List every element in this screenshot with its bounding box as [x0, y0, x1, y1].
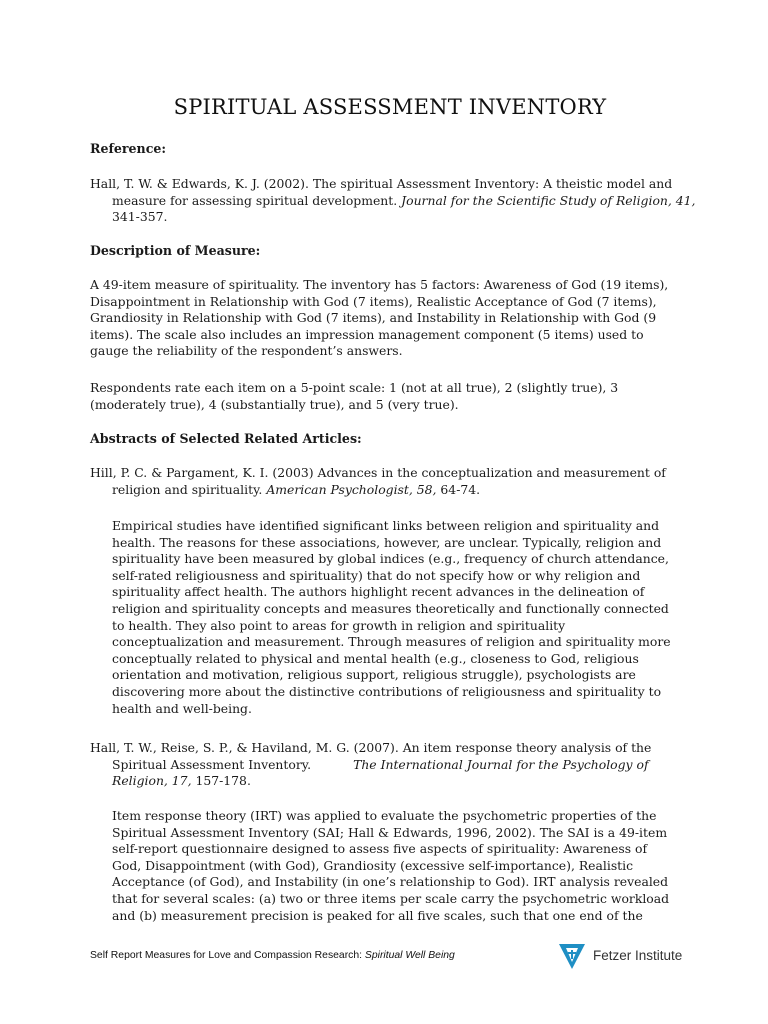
article-abstract: Empirical studies have identified significant links between religion and spirituality and health. The reasons for these associations, however, are unclear. Typically, religion and spirituality have been measured by global indices (e.g., frequency of church attendance, self-rated religiousness and spirituality) that do not specify how or why religion and spirituality affect health. The authors highlight recent advances in the delineation of religion and spirituality concepts and measures theoretically and functionally connected to health. They also point to areas for growth in religion and spirituality conceptualization and measurement. Through measures of religion and spirituality more conceptually related to physical and mental health (e.g., closeness to God, religious orientation and motivation, religious support, religious struggle), psychologists are discovering more about the distinctive contributions of religiousness and spirituality to health and well-being. [112, 518, 671, 716]
article-citation-text: Hall, T. W., Reise, S. P., & Haviland, M. G. (2007). An item response theory analysis of the Spiritual Assessment Inventory. [90, 740, 652, 772]
article-journal: The International Journal for the Psychology of Religion, 17, [112, 756, 649, 789]
fetzer-logo-icon [557, 941, 587, 971]
article-citation [90, 740, 702, 790]
page-footer [90, 948, 455, 965]
article-pages: 157-178. [191, 773, 251, 789]
description-paragraph: A 49-item measure of spirituality. The inventory has 5 factors: Awareness of God (19 items), Disappointment in Relationship with God (7 items), Realistic Acceptance of God (7 items), Grandiosity in Relationship with God (7 items), and Instability in Relationship with God (9 items). The scale also includes an impression management component (5 items) used to gauge the reliability of the respondent’s answers. [90, 277, 669, 359]
reference-citation [90, 176, 702, 226]
footer-text: Self Report Measures for Love and Compassion Research: [90, 950, 365, 961]
article-citation [90, 465, 702, 498]
article-citation-text: Hill, P. C. & Pargament, K. I. (2003) Advances in the conceptualization and measurement of religion and spirituality. [90, 465, 666, 497]
article-abstract: Item response theory (IRT) was applied to evaluate the psychometric properties of the Spiritual Assessment Inventory (SAI; Hall & Edwards, 1996, 2002). The SAI is a 49-item self-report questionnaire designed to assess five aspects of spirituality: Awareness of God, Disappointment (with God), Grandiosity (excessive self-importance), Realistic Acceptance (of God), and Instability (in one’s relationship to God). IRT analysis revealed that for several scales: (a) two or three items per scale carry the psychometric workload and (b) measurement precision is peaked for all five scales, such that one end of the [112, 808, 670, 923]
article-pages: 64-74. [436, 481, 481, 497]
reference-citation-text: Hall, T. W. & Edwards, K. J. (2002). The spiritual Assessment Inventory: A theistic model and measure for assessing spiritual development. [90, 176, 673, 208]
fetzer-logo [557, 941, 682, 971]
abstracts-heading: Abstracts of Selected Related Articles: [90, 431, 362, 446]
footer-italic: Spiritual Well Being [364, 950, 455, 961]
reference-pages: 341-357. [112, 209, 168, 225]
rating-scale-paragraph: Respondents rate each item on a 5-point scale: 1 (not at all true), 2 (slightly true), 3 (moderately true), 4 (substantially true), and 5 (very true). [90, 380, 619, 412]
fetzer-logo-text: Fetzer Institute [593, 947, 683, 963]
reference-heading: Reference: [90, 141, 167, 156]
article-journal: American Psychologist, 58, [266, 481, 437, 497]
reference-journal: Journal for the Scientific Study of Religion, 41, [401, 192, 696, 208]
description-heading: Description of Measure: [90, 243, 261, 258]
page-title: SPIRITUAL ASSESSMENT INVENTORY [173, 95, 607, 119]
